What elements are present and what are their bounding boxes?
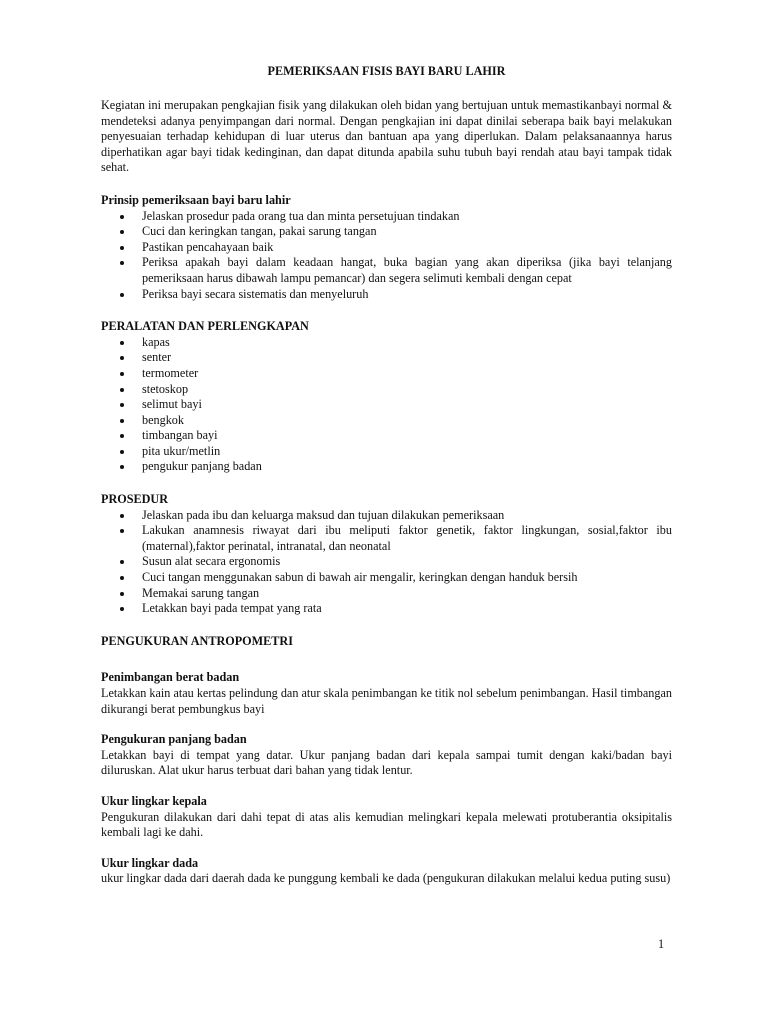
list-item: Cuci dan keringkan tangan, pakai sarung tangan — [101, 224, 672, 240]
anthropometry-heading: PENGUKURAN ANTROPOMETRI — [101, 633, 293, 648]
document-title: PEMERIKSAAN FISIS BAYI BARU LAHIR — [267, 64, 506, 78]
list-item: Jelaskan prosedur pada orang tua dan minta persetujuan tindakan — [101, 209, 672, 225]
list-item: Jelaskan pada ibu dan keluarga maksud dan tujuan dilakukan pemeriksaan — [101, 508, 672, 524]
principles-section — [101, 193, 672, 302]
list-item: Pastikan pencahayaan baik — [101, 240, 672, 256]
weight-title: Penimbangan berat badan — [101, 670, 240, 685]
list-item: bengkok — [101, 413, 672, 429]
chest-circumference-title: Ukur lingkar dada — [101, 855, 199, 870]
list-item: Memakai sarung tangan — [101, 586, 672, 602]
list-item: pengukur panjang badan — [101, 459, 672, 475]
procedure-heading: PROSEDUR — [101, 492, 169, 507]
page-content — [101, 63, 672, 887]
list-item: Cuci tangan menggunakan sabun di bawah air mengalir, keringkan dengan handuk bersih — [101, 570, 672, 586]
equipment-list — [101, 335, 672, 475]
chest-circumference-subsection — [101, 856, 672, 887]
anthropometry-section — [101, 634, 672, 887]
list-item: Periksa bayi secara sistematis dan menyeluruh — [101, 287, 672, 303]
list-item: selimut bayi — [101, 397, 672, 413]
procedure-section — [101, 492, 672, 617]
principles-list — [101, 209, 672, 303]
list-item: pita ukur/metlin — [101, 444, 672, 460]
list-item: Letakkan bayi pada tempat yang rata — [101, 601, 672, 617]
list-item: senter — [101, 350, 672, 366]
list-item: Susun alat secara ergonomis — [101, 554, 672, 570]
list-item: stetoskop — [101, 382, 672, 398]
length-title: Pengukuran panjang badan — [101, 732, 247, 747]
list-item: termometer — [101, 366, 672, 382]
list-item: timbangan bayi — [101, 428, 672, 444]
length-text: Letakkan bayi di tempat yang datar. Ukur panjang badan dari kepala sampai tumit dengan kaki/badan bayi diluruskan. Alat ukur harus terbuat dari bahan yang tidak lentur. — [101, 747, 672, 778]
head-circumference-title: Ukur lingkar kepala — [101, 793, 207, 808]
weight-text: Letakkan kain atau kertas pelindung dan atur skala penimbangan ke titik nol sebelum penimbangan. Hasil timbangan dikurangi berat pembungkus bayi — [101, 686, 672, 716]
head-circumference-text: Pengukuran dilakukan dari dahi tepat di atas alis kemudian melingkari kepala melewati protuberantia oksipitalis kembali lagi ke dahi. — [101, 809, 672, 840]
procedure-list — [101, 508, 672, 617]
list-item: Lakukan anamnesis riwayat dari ibu meliputi faktor genetik, faktor lingkungan, sosial,faktor ibu (maternal),faktor perinatal, intranatal, dan neonatal — [101, 523, 672, 554]
list-item: Periksa apakah bayi dalam keadaan hangat, buka bagian yang akan diperiksa (jika bayi telanjang pemeriksaan harus dibawah lampu pemancar) dan segera selimuti kembali dengan cepat — [101, 255, 672, 286]
head-circumference-subsection — [101, 794, 672, 841]
weight-subsection — [101, 670, 672, 717]
principles-heading: Prinsip pemeriksaan bayi baru lahir — [101, 192, 291, 207]
equipment-section — [101, 319, 672, 475]
chest-circumference-text: ukur lingkar dada dari daerah dada ke punggung kembali ke dada (pengukuran dilakukan melalui kedua puting susu) — [101, 871, 671, 886]
page-number: 1 — [658, 937, 665, 951]
equipment-heading: PERALATAN DAN PERLENGKAPAN — [101, 319, 309, 334]
intro-paragraph: Kegiatan ini merupakan pengkajian fisik yang dilakukan oleh bidan yang bertujuan untuk memastikanbayi normal & mendeteksi adanya penyimpangan dari normal. Dengan pengkajian ini dapat dinilai seberapa baik bayi melakukan penyesuaian terhadap kehidupan di luar uterus dan bantuan apa yang diperlukan. Dalam pelaksanaannya harus diperhatikan agar bayi tidak kedinginan, dan dapat ditunda apabila suhu tubuh bayi rendah atau bayi tampak tidak sehat. — [101, 98, 672, 175]
list-item: kapas — [101, 335, 672, 351]
length-subsection — [101, 732, 672, 779]
